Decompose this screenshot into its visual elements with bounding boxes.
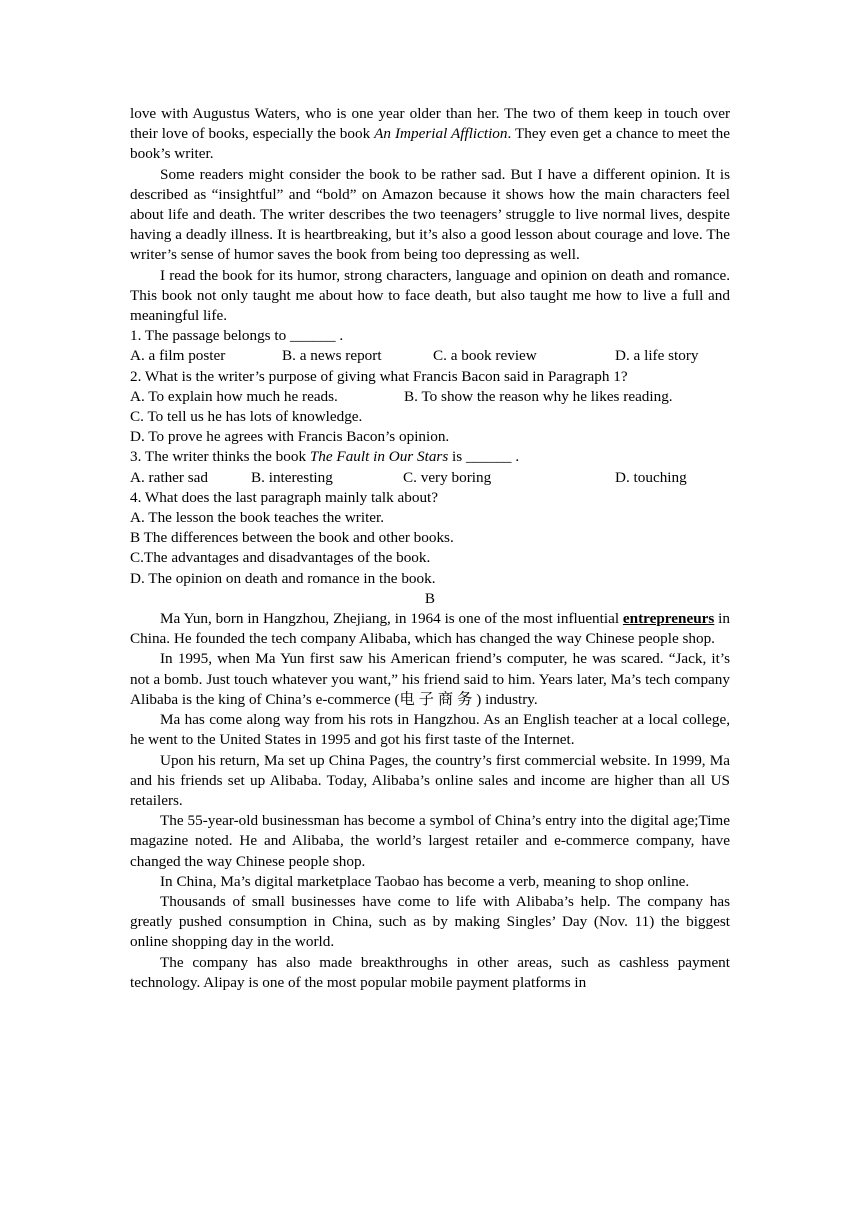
- option-a[interactable]: A. The lesson the book teaches the writer.: [130, 509, 385, 527]
- passage-a-paragraph-2: Some readers might consider the book to be rather sad. But I have a different opinion. It is described as “insightful” and “bold” on Amazon because it shows how the main characters feel about life and death. The writer describes the two teenagers’ struggle to live normal lives, despite having a deadly illness. It is heartbreaking, but it’s also a good lesson about courage and love. The writer’s sense of humor saves the book from being too depressing as well.: [130, 165, 730, 264]
- passage-b-paragraph-5: The 55-year-old businessman has become a symbol of China’s entry into the digital age;Time magazine noted. He and Alibaba, the world’s largest retailer and e-commerce company, have changed the way Chinese people shop.: [130, 812, 730, 870]
- option-b[interactable]: B. To show the reason why he likes reading.: [404, 387, 673, 405]
- option-c[interactable]: C. To tell us he has lots of knowledge.: [130, 408, 363, 426]
- text-run: love with Augustus Waters, who is one year older than her. The two of them keep in touch over their love of books, especially the book: [130, 105, 730, 143]
- document-page: [130, 104, 730, 993]
- passage-b-paragraph-6: In China, Ma’s digital marketplace Taobao has become a verb, meaning to shop online.: [160, 872, 690, 890]
- question-4-stem: 4. What does the last paragraph mainly talk about?: [130, 488, 439, 506]
- stem-text: is ______ .: [448, 448, 520, 466]
- book-title: The Fault in Our Stars: [309, 448, 449, 466]
- option-b[interactable]: B. a news report: [282, 347, 382, 365]
- question-2-stem: 2. What is the writer’s purpose of giving what Francis Bacon said in Paragraph 1?: [130, 367, 628, 385]
- text-run: ) industry.: [476, 690, 538, 708]
- option-a[interactable]: A. To explain how much he reads.: [130, 387, 338, 405]
- option-d[interactable]: D. The opinion on death and romance in the book.: [130, 569, 436, 587]
- question-3-stem: [130, 447, 730, 467]
- book-title: An Imperial Affliction: [374, 125, 508, 143]
- text-run: in China. He founded the tech company Alibaba, which has changed the way Chinese people shop.: [130, 610, 730, 648]
- passage-b-paragraph-2: [130, 649, 730, 710]
- passage-b-paragraph-7: Thousands of small businesses have come to life with Alibaba’s help. The company has greatly pushed consumption in China, such as by making Singles’ Day (Nov. 11) the biggest online shopping day in the world.: [130, 892, 730, 951]
- text-run: In 1995, when Ma Yun first saw his American friend’s computer, he was scared. “Jack, it’s not a bomb. Just touch whatever you want,” his friend said to him. Years later, Ma’s tech company Alibaba is the king of China’s e-commerce (: [130, 650, 730, 708]
- section-heading: B: [424, 589, 436, 607]
- passage-b-paragraph-4: Upon his return, Ma set up China Pages, the country’s first commercial website. In 1999, Ma and his friends set up Alibaba. Today, Alibaba’s online sales and income are higher than all US retailers.: [130, 751, 730, 809]
- question-2-options-ab: [130, 387, 730, 407]
- option-a[interactable]: A. rather sad: [130, 468, 209, 486]
- question-1-options: [130, 346, 730, 366]
- passage-a-paragraph-1: [130, 104, 730, 165]
- option-d[interactable]: D. a life story: [615, 347, 699, 365]
- question-3-options: [130, 468, 730, 488]
- option-c[interactable]: C. a book review: [433, 347, 537, 365]
- passage-a-paragraph-3: I read the book for its humor, strong characters, language and opinion on death and romance. This book not only taught me about how to face death, but also taught me how to live a full and meaningful life.: [130, 266, 730, 325]
- option-c[interactable]: C. very boring: [403, 468, 492, 486]
- question-1-stem: 1. The passage belongs to ______ .: [130, 327, 344, 345]
- stem-text: 3. The writer thinks the book: [130, 448, 310, 466]
- passage-b-paragraph-3: Ma has come along way from his rots in Hangzhou. As an English teacher at a local college, he went to the United States in 1995 and got his first taste of the Internet.: [130, 711, 730, 749]
- text-run: . They even get a chance to meet the book’s writer.: [130, 125, 730, 163]
- text-run: Ma Yun, born in Hangzhou, Zhejiang, in 1964 is one of the most influential: [160, 610, 623, 628]
- keyword-entrepreneurs: entrepreneurs: [622, 610, 715, 628]
- passage-b-paragraph-1: [130, 609, 730, 649]
- option-d[interactable]: D. To prove he agrees with Francis Bacon’s opinion.: [130, 428, 450, 446]
- chinese-gloss: 电子商务: [399, 690, 477, 708]
- option-c[interactable]: C.The advantages and disadvantages of the book.: [130, 549, 431, 567]
- option-b[interactable]: B The differences between the book and other books.: [130, 529, 454, 547]
- option-b[interactable]: B. interesting: [251, 468, 333, 486]
- passage-b-paragraph-8: The company has also made breakthroughs in other areas, such as cashless payment technology. Alipay is one of the most popular mobile payment platforms in: [130, 953, 730, 991]
- option-a[interactable]: A. a film poster: [130, 347, 226, 365]
- option-d[interactable]: D. touching: [615, 468, 687, 486]
